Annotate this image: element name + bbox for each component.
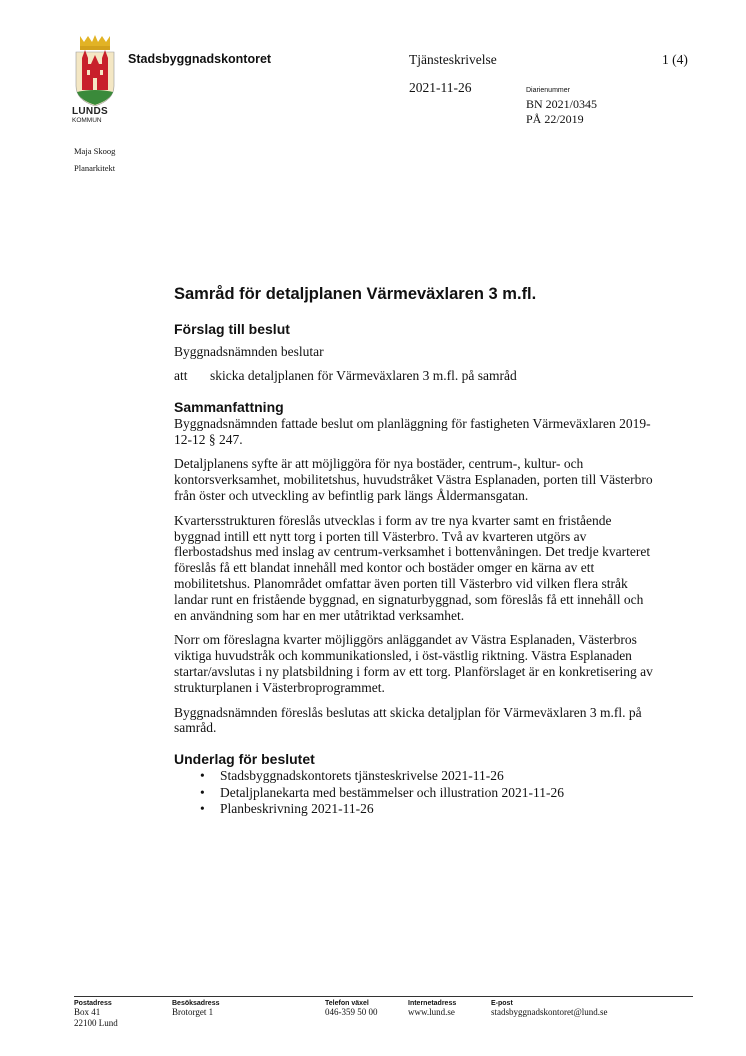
lunds-kommun-logo [72, 34, 118, 126]
footer-postal [74, 1000, 118, 1029]
att-word: att [174, 367, 188, 383]
postal-line-1: Box 41 [74, 1007, 101, 1017]
summary-paragraph-5: Byggnadsnämnden föreslås beslutas att skicka detaljplan för Värmeväxlaren 3 m.fl. på samråd. [174, 704, 642, 736]
document-date: 2021-11-26 [409, 80, 472, 95]
summary-heading: Sammanfattning [174, 398, 284, 415]
decision-text: skicka detaljplanen för Värmeväxlaren 3 m.fl. på samråd [210, 367, 517, 383]
department-name: Stadsbyggnadskontoret [128, 52, 272, 66]
proposal-heading: Förslag till beslut [174, 321, 290, 337]
proposal-intro: Byggnadsnämnden beslutar [174, 344, 324, 359]
footer-divider [74, 996, 693, 997]
author-role: Planarkitekt [74, 163, 116, 173]
footer-email [491, 1000, 608, 1018]
basis-heading: Underlag för beslutet [174, 751, 315, 768]
email-label: E-post [491, 1000, 513, 1007]
page-number: 1 (4) [662, 52, 688, 67]
postal-label: Postadress [74, 1000, 112, 1007]
summary-paragraph-4: Norr om föreslagna kvarter möjliggörs anläggandet av Västra Esplanaden, Västerbros viktiga huvudstråk och kommunikationsled, i öst-västlig riktning. Västra Esplanaden startar/avslutas i ny platsbildning i form av ett torg. Planförslaget är en konkretisering av strukturplanen i Västerbroprogrammet. [174, 632, 653, 695]
summary-paragraph-1: Byggnadsnämnden fattade beslut om planläggning för fastigheten Värmeväxlaren 2019-12-12 § 247. [174, 415, 651, 447]
web-link[interactable]: www.lund.se [408, 1007, 455, 1017]
diarienummer-label: Diarienummer [526, 87, 570, 94]
author-name: Maja Skoog [74, 146, 116, 156]
diarienummer-bn: BN 2021/0345 [526, 97, 598, 111]
footer-web [408, 1000, 456, 1018]
postal-line-2: 22100 Lund [74, 1018, 118, 1028]
document-title: Samråd för detaljplanen Värmeväxlaren 3 m.fl. [174, 285, 537, 303]
footer-phone [325, 1000, 378, 1018]
basis-list [174, 768, 654, 817]
list-item: • Stadsbyggnadskontorets tjänsteskrivelse 2021-11-26 [200, 768, 654, 784]
summary-paragraph-3: Kvartersstrukturen föreslås utvecklas i form av tre nya kvarter samt en fristående byggnad intill ett nytt torg i porten till Västerbro. Två av kvarteren utgörs av flerbostadshus med inslag av centrum-verksamhet i bottenvåningen. Det tredje kvarteret föreslås få ett blandat innehåll med kontor och bostäder omger en kärna av ett mobilitetshus. Planområdet omfattar även porten till Västerbro vid vilken flera stråk landar runt en fristående byggnad, en signaturbyggnad, som föreslås få ett innehåll och en användning som har en mer utåtriktad verksamhet. [174, 512, 651, 623]
list-item: • Planbeskrivning 2021-11-26 [200, 801, 654, 817]
visit-value: Brotorget 1 [172, 1007, 214, 1017]
list-item: • Detaljplanekarta med bestämmelser och illustration 2021-11-26 [200, 785, 654, 801]
diarienummer-pa: PÅ 22/2019 [526, 112, 584, 126]
email-link[interactable]: stadsbyggnadskontoret@lund.se [491, 1007, 608, 1017]
visit-label: Besöksadress [172, 1000, 220, 1007]
footer-visit [172, 1000, 219, 1018]
phone-value: 046-359 50 00 [325, 1007, 378, 1017]
web-label: Internetadress [408, 1000, 457, 1007]
summary-paragraph-2: Detaljplanens syfte är att möjliggöra för nya bostäder, centrum-, kultur- och kontorsverksamhet, mobilitetshus, huvudstråket Västra Esplanaden, porten till Västerbro från öster och utveckling av befintlig park längs Åldermansgatan. [174, 456, 653, 503]
phone-label: Telefon växel [325, 1000, 369, 1007]
logo-text-lunds: LUNDS [72, 106, 108, 117]
document-body [174, 283, 654, 817]
document-type: Tjänsteskrivelse [409, 52, 497, 67]
logo-text-kommun: KOMMUN [72, 117, 102, 124]
decision-row [174, 368, 654, 384]
